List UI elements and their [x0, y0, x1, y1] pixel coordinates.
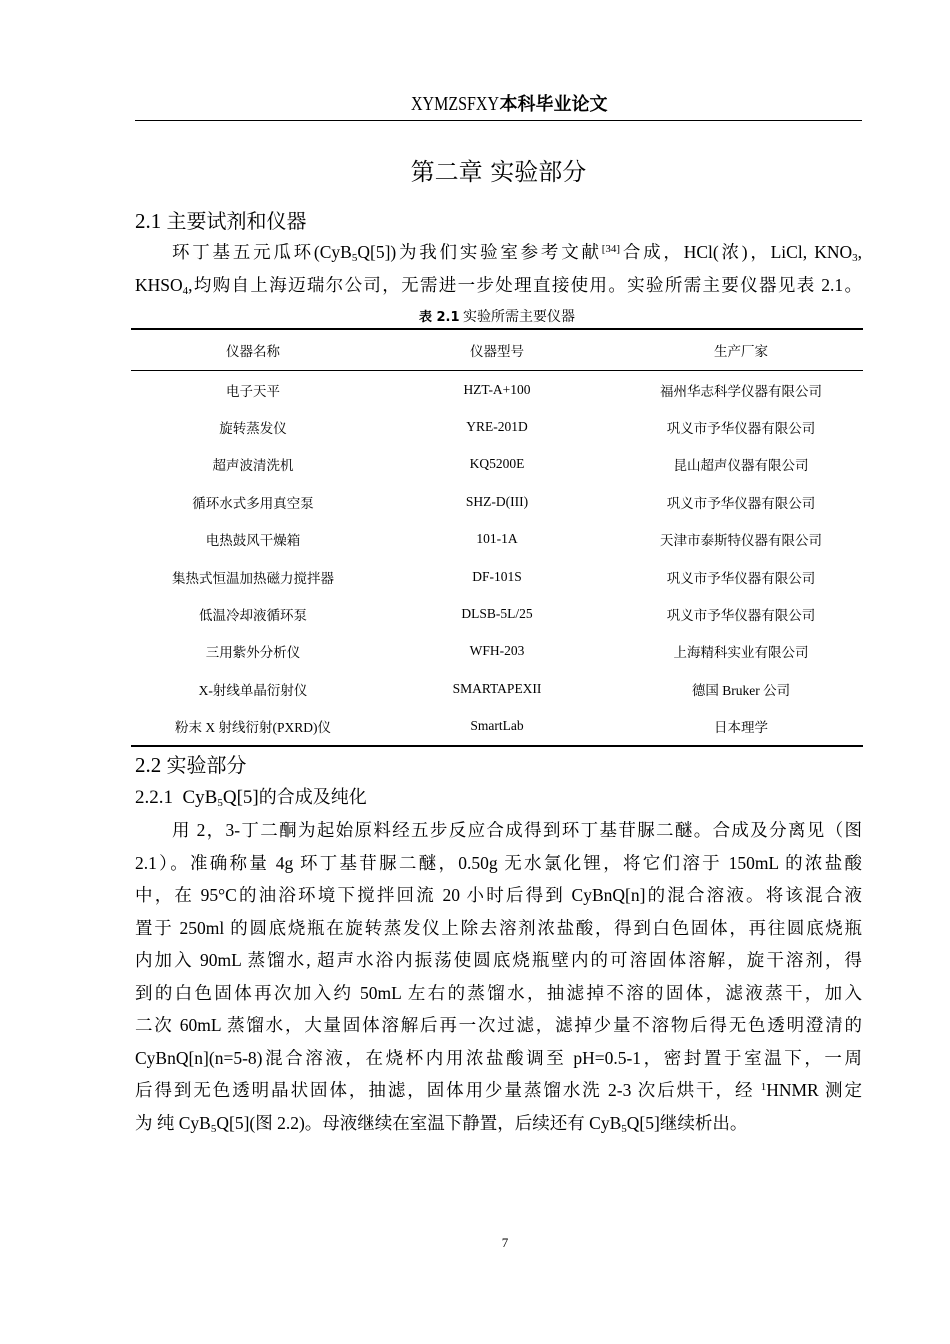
paragraph-line: 用 2，3-丁二酮为起始原料经五步反应合成得到环丁基苷脲二醚。合成及分离见（图	[172, 820, 862, 840]
table-cell: 巩义市予华仪器有限公司	[666, 421, 816, 437]
table-cell: X-射线单晶衍射仪	[198, 682, 308, 698]
table-cell: HZT-A+100	[463, 381, 531, 397]
table-cell: 101-1A	[476, 531, 518, 547]
table-cell: YRE-201D	[466, 419, 528, 435]
table-cell: 旋转蒸发仪	[219, 421, 287, 437]
subsection-heading-2-2-1: 2.2.1 CyB$_5$Q[5]的合成及纯化	[135, 787, 367, 809]
table-row	[131, 708, 863, 746]
table-cell: 上海精科实业有限公司	[673, 645, 809, 661]
page-number: 7	[501, 1235, 509, 1250]
table-cell: SMARTAPEXII	[452, 680, 542, 696]
paragraph-line: CyBnQ[n](n=5-8)混合溶液，在烧杯内用浓盐酸调至 pH=0.5-1，密封置于室温下，一周	[135, 1047, 862, 1068]
table-cell: WFH-203	[469, 643, 525, 659]
table-row	[131, 521, 863, 558]
table-cell: 集热式恒温加热磁力搅拌器	[172, 570, 334, 586]
table-caption: 表 2.1 实验所需主要仪器	[418, 310, 576, 325]
table-row	[131, 670, 863, 707]
table-cell: 粉末 X 射线衍射(PXRD)仪	[131, 708, 375, 746]
table-cell: 巩义市予华仪器有限公司	[666, 495, 816, 511]
paragraph-line: 中，在 95°C的油浴环境下搅拌回流 20 小时后得到 CyBnQ[n]的混合溶液。将该混合液	[135, 885, 862, 905]
table-row	[131, 371, 863, 409]
table-row	[131, 558, 863, 595]
table-cell: 超声波清洗机	[212, 458, 294, 474]
table-row	[131, 483, 863, 520]
section-heading-2-2: 2.2 实验部分	[135, 753, 247, 777]
table-cell: 德国 Bruker 公司	[691, 682, 791, 698]
table-header-row	[131, 329, 863, 371]
table-row	[131, 446, 863, 483]
header-rule	[135, 120, 862, 121]
table-cell: 低温冷却液循环泵	[199, 608, 307, 624]
paragraph-line: 后得到无色透明晶状固体，抽滤，固体用少量蒸馏水洗 2-3 次后烘干，经 $^1$HNMR 测定	[135, 1080, 862, 1100]
section-heading-2-1: 2.1 主要试剂和仪器	[135, 209, 307, 233]
column-header: 生产厂家	[619, 329, 863, 371]
instrument-table	[131, 328, 863, 747]
table-cell: SmartLab	[375, 708, 619, 746]
table-cell: DLSB-5L/25	[461, 606, 533, 622]
table-row	[131, 633, 863, 670]
paragraph-line: 置于 250ml 的圆底烧瓶在旋转蒸发仪上除去溶剂浓盐酸，得到白色固体，再往圆底烧瓶	[135, 917, 862, 938]
table-cell: KQ5200E	[469, 456, 525, 472]
table-cell: SHZ-D(III)	[465, 493, 529, 509]
paragraph-line: 为 纯 CyB$_5$Q[5](图 2.2)。母液继续在室温下静置，后续还有 CyB$_5$Q[5]继续析出。	[135, 1112, 748, 1135]
column-header: 仪器型号	[375, 329, 619, 371]
column-header: 仪器名称	[131, 329, 375, 371]
table-cell: 福州华志科学仪器有限公司	[660, 383, 822, 399]
table-cell: DF-101S	[472, 568, 522, 584]
table-row	[131, 595, 863, 632]
table-cell: 昆山超声仪器有限公司	[673, 458, 809, 474]
paragraph-line: 到的白色固体再次加入约 50mL 左右的蒸馏水，抽滤掉不溶的固体，滤液蒸干，加入	[135, 982, 862, 1003]
table-cell: 巩义市予华仪器有限公司	[666, 570, 816, 586]
paragraph-line: 内加入 90mL 蒸馏水, 超声水浴内振荡使圆底烧瓶壁内的可溶固体溶解，旋干溶剂，得	[135, 950, 862, 970]
chapter-title: 第二章 实验部分	[410, 158, 587, 186]
paragraph-line: $KHSO_4$,均购自上海迈瑞尔公司，无需进一步处理直接使用。实验所需主要仪器见表 2.1。	[135, 275, 862, 297]
table-row	[131, 408, 863, 445]
running-header: XYMZSFXY本科毕业论文	[411, 93, 608, 115]
table-cell: 天津市泰斯特仪器有限公司	[660, 533, 822, 549]
table-cell: 日本理学	[619, 708, 863, 746]
table-cell: 三用紫外分析仪	[205, 645, 301, 661]
paragraph-line: 二次 60mL 蒸馏水，大量固体溶解后再一次过滤，滤掉少量不溶物后得无色透明澄清的	[135, 1015, 862, 1035]
table-cell: 电热鼓风干燥箱	[205, 533, 301, 549]
paragraph-line: 2.1）。准确称量 4g 环丁基苷脲二醚，0.50g 无水氯化锂，将它们溶于 150mL 的浓盐酸	[135, 852, 862, 873]
table-cell: 巩义市予华仪器有限公司	[666, 608, 816, 624]
table-cell: 电子天平	[226, 383, 280, 399]
paragraph-line: 环丁基五元瓜环(CyB$_5$Q[5])为我们实验室参考文献[34]合成，HCl(浓)，LiCl, $KNO_3$,	[172, 242, 863, 264]
table-cell: 循环水式多用真空泵	[192, 495, 314, 511]
